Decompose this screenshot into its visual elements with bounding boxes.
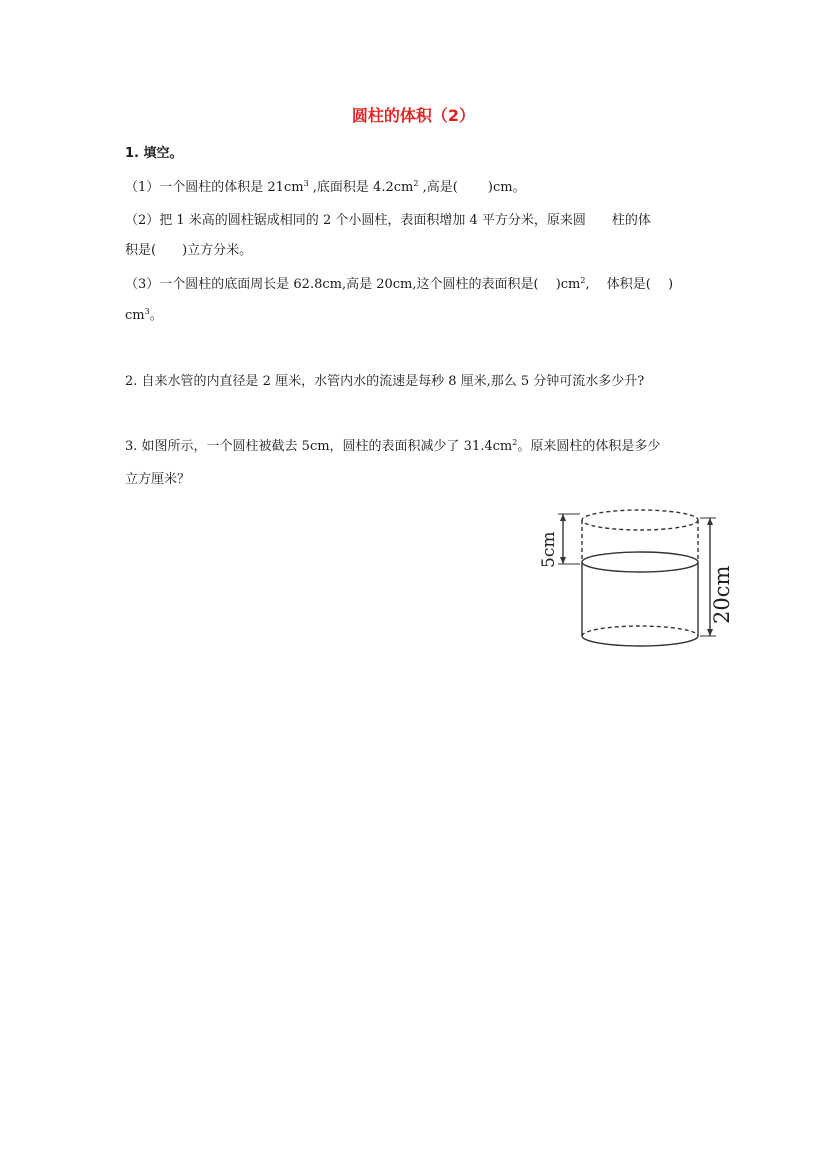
- page-title: 圆柱的体积（2）: [351, 106, 476, 125]
- section1-heading: 1. 填空。: [125, 146, 183, 161]
- question-3-line1: [125, 435, 660, 454]
- q13-text-a: （3）一个圆柱的底面周长是 62.8cm,高是 20cm,这个圆柱的表面积是( )cm: [125, 277, 581, 292]
- q3-sup: 2: [512, 438, 518, 447]
- arrow-20cm-bottom: [707, 629, 713, 636]
- question-3-line2: 立方厘米？: [125, 472, 191, 487]
- arrow-5cm-bottom: [560, 557, 566, 564]
- question-2: 2. 自来水管的内直径是 2 厘米，水管内水的流速是每秒 8 厘米,那么 5 分钟可流水多少升?: [125, 374, 645, 389]
- q13-text-b: , 体积是( ): [585, 277, 674, 292]
- label-20cm: 20cm: [710, 565, 734, 624]
- question-1-3-line1: [125, 273, 673, 292]
- q3-text-a: 3. 如图所示，一个圆柱被截去 5cm，圆柱的表面积减少了 31.4cm: [125, 439, 513, 454]
- q1-sup-1: 3: [303, 179, 309, 188]
- q1-text-b: ,底面积是 4.2cm: [308, 180, 414, 195]
- q13-unit: cm: [125, 308, 145, 323]
- cylinder-figure: [530, 500, 734, 660]
- q13-sup-2: 3: [144, 307, 150, 316]
- arrow-20cm-top: [707, 518, 713, 525]
- arrow-5cm-top: [560, 514, 566, 521]
- cylinder-top-ellipse: [582, 552, 698, 572]
- cylinder-bottom-front: [582, 636, 698, 646]
- question-1-1: [125, 176, 526, 195]
- q13-sup-1: 2: [580, 276, 586, 285]
- q1-text-c: ,高是( )cm。: [418, 180, 526, 195]
- cylinder-bottom-back: [582, 626, 698, 636]
- q13-end: 。: [149, 308, 163, 323]
- question-1-2-line2: 积是( )立方分米。: [125, 243, 253, 258]
- question-1-3-line2: [125, 304, 163, 323]
- q1-text-a: （1）一个圆柱的体积是 21cm: [125, 180, 304, 195]
- cut-top-ellipse: [582, 510, 698, 530]
- label-5cm: 5cm: [539, 531, 559, 568]
- q1-sup-2: 2: [413, 179, 419, 188]
- q3-text-b: 。原来圆柱的体积是多少: [517, 439, 661, 454]
- question-1-2-line1: （2）把 1 米高的圆柱锯成相同的 2 个小圆柱，表面积增加 4 平方分米，原来圆 柱的体: [125, 213, 651, 228]
